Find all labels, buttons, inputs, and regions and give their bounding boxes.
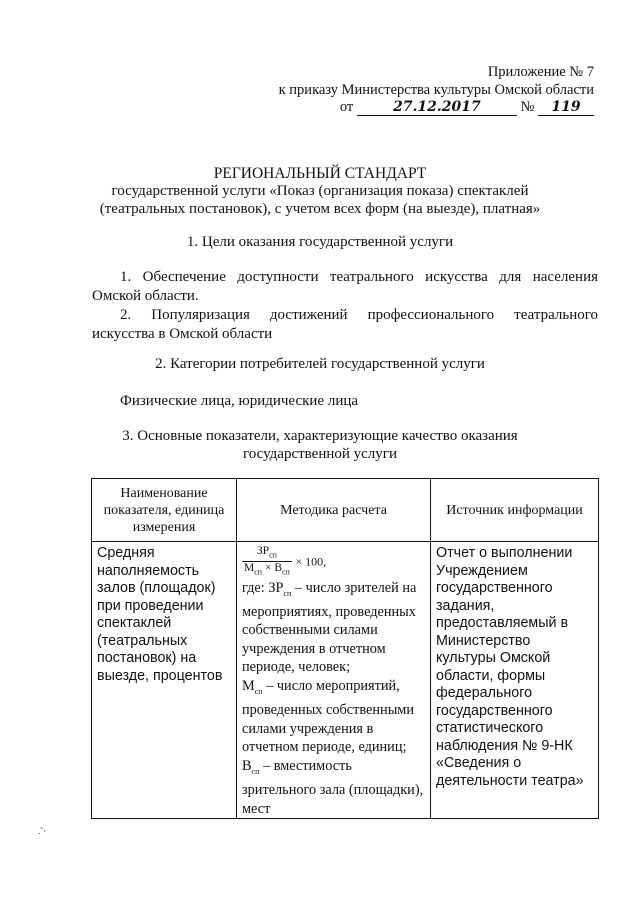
order-date-number-line [340, 99, 594, 116]
source-text: Отчет о выполнении Учреждением государственного задания, предоставляемый в Министерство культуры Омской области, формы федерального государственного статистического наблюдения № 9-НК «Сведения о деятельности театра» [436, 545, 584, 789]
goal-item-1-line1: 1. Обеспечение доступности театрального искусства для населения [120, 269, 598, 285]
page-mark: .˜· [38, 826, 47, 836]
header-method [237, 479, 431, 542]
goal-item-2-line2: искусства в Омской области [92, 326, 273, 342]
number-prefix: № [520, 99, 535, 115]
header-method-text: Методика расчета [280, 502, 387, 518]
table-header-row [92, 479, 599, 542]
document-title: РЕГИОНАЛЬНЫЙ СТАНДАРТ [213, 165, 427, 182]
goal-item-1-line2: Омской области. [92, 288, 199, 304]
definition-viewers: где: $ЗР_{сп}$ – число зрителей на мероприятиях, проведенных собственными силами учреждения в отчетном периоде, человек; [242, 579, 417, 676]
document-subtitle-line2: (театральных постановок), с учетом всех форм (на выезде), платная» [99, 201, 541, 217]
section2-heading: 2. Категории потребителей государственной услуги [155, 356, 485, 372]
header-indicator-text: Наименование показателя, единица измерения [103, 485, 225, 535]
order-number: 119 [538, 99, 594, 116]
quality-indicators-table [91, 478, 599, 819]
header-source [431, 479, 599, 542]
date-prefix: от [339, 99, 354, 115]
source-cell [431, 542, 599, 819]
appendix-number: Приложение № 7 [487, 64, 594, 80]
definition-capacity: $В_{сп}$ – вместимость зрительного зала (площадки), мест [242, 757, 424, 817]
order-reference: к приказу Министерства культуры Омской области [278, 82, 594, 98]
document-subtitle-line1: государственной услуги «Показ (организация показа) спектаклей [111, 183, 529, 199]
header-indicator [92, 479, 237, 542]
order-date: 27.12.2017 [357, 99, 517, 116]
section3-heading-line2: государственной услуги [243, 446, 397, 462]
method-cell [237, 542, 431, 819]
consumer-categories: Физические лица, юридические лица [120, 393, 359, 409]
formula-numerator: $ЗР_{сп}$ [242, 545, 292, 562]
section3-heading-line1: 3. Основные показатели, характеризующие качество оказания [122, 428, 518, 444]
indicator-text: Средняя наполняемость залов (площадок) при проведении спектаклей (театральных постановок) на выезде, процентов [97, 545, 223, 684]
indicator-cell [92, 542, 237, 819]
formula-fraction [242, 545, 292, 579]
definition-events: $М_{сп}$ – число мероприятий, проведенных собственными силами учреждения в отчетном периоде, единиц; [242, 677, 415, 756]
header-source-text: Источник информации [446, 502, 583, 518]
section1-heading: 1. Цели оказания государственной услуги [186, 234, 454, 250]
formula-multiplier: × 100, [295, 554, 327, 569]
table-row [92, 542, 599, 819]
formula [242, 545, 426, 579]
formula-denominator: $М_{сп} \times В_{сп}$ [244, 562, 290, 577]
goal-item-2-line1: 2. Популяризация достижений профессионального театрального [120, 307, 598, 323]
